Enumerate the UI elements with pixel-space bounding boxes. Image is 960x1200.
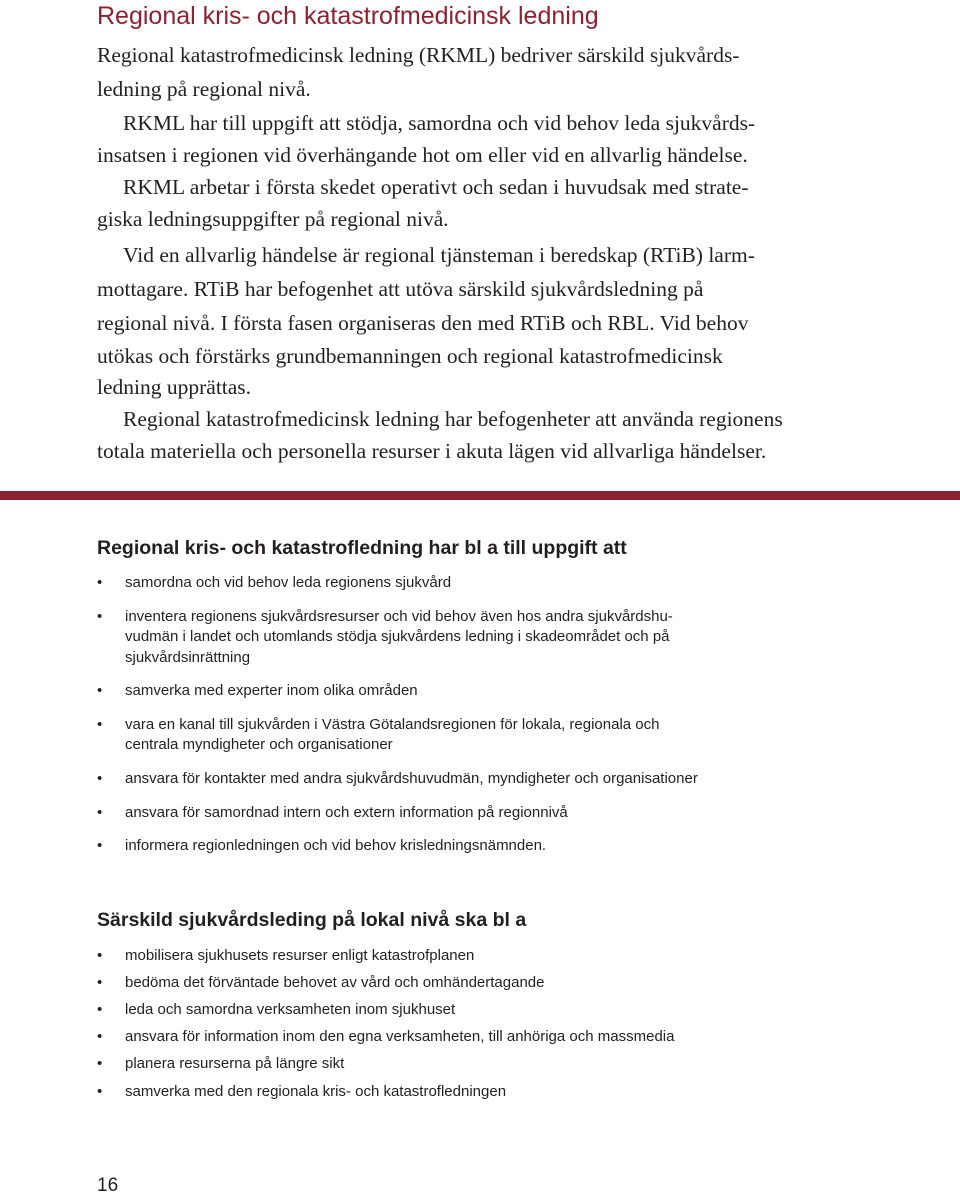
paragraph-line: mottagare. RTiB har befogenhet att utöva särskild sjukvårdsledning på [97, 277, 704, 301]
list-item: ansvara för kontakter med andra sjukvårdshuvudmän, myndigheter och organisationer [125, 770, 698, 787]
list-item: samordna och vid behov leda regionens sjukvård [125, 574, 452, 591]
list-item: samverka med experter inom olika områden [125, 682, 418, 699]
paragraph-line: regional nivå. I första fasen organiseras den med RTiB och RBL. Vid behov [97, 311, 749, 335]
list-item: inventera regionens sjukvårdsresurser och vid behov även hos andra sjukvårdshu- [125, 608, 673, 625]
paragraph-line: Regional katastrofmedicinsk ledning har befogenheter att använda regionens [123, 407, 783, 431]
paragraph-line: RKML arbetar i första skedet operativt och sedan i huvudsak med strate- [123, 175, 749, 199]
paragraph-line: giska ledningsuppgifter på regional nivå. [97, 207, 449, 231]
page-title: Regional kris- och katastrofmedicinsk ledning [97, 2, 599, 30]
section-divider [0, 491, 960, 500]
list-item: samverka med den regionala kris- och katastrofledningen [125, 1083, 507, 1100]
paragraph-line: totala materiella och personella resurser i akuta lägen vid allvarliga händelser. [97, 439, 767, 463]
list-item: ansvara för information inom den egna verksamheten, till anhöriga och massmedia [125, 1028, 675, 1045]
list-item: leda och samordna verksamheten inom sjukhuset [125, 1001, 456, 1018]
list-item: informera regionledningen och vid behov krisledningsnämnden. [125, 837, 547, 854]
list-item: mobilisera sjukhusets resurser enligt katastrofplanen [125, 947, 475, 964]
page-number: 16 [97, 1175, 119, 1196]
paragraph-line: ledning upprättas. [97, 375, 252, 399]
paragraph-line: Vid en allvarlig händelse är regional tjänsteman i beredskap (RTiB) larm- [123, 243, 755, 267]
bullet-icon: • [97, 682, 103, 699]
paragraph-line: Regional katastrofmedicinsk ledning (RKML) bedriver särskild sjukvårds- [97, 43, 740, 67]
paragraph-line: RKML har till uppgift att stödja, samordna och vid behov leda sjukvårds- [123, 111, 756, 135]
bullet-icon: • [97, 1001, 103, 1018]
list-item: sjukvårdsinrättning [125, 649, 251, 666]
bullet-icon: • [97, 947, 103, 964]
bullet-icon: • [97, 608, 103, 625]
bullet-icon: • [97, 716, 103, 733]
section1-heading: Regional kris- och katastrofledning har bl a till uppgift att [97, 537, 627, 559]
paragraph-line: insatsen i regionen vid överhängande hot om eller vid en allvarlig händelse. [97, 143, 748, 167]
section2-heading: Särskild sjukvårdsleding på lokal nivå ska bl a [97, 909, 527, 931]
list-item: vudmän i landet och utomlands stödja sjukvårdens ledning i skadeområdet och på [125, 628, 670, 645]
list-item: ansvara för samordnad intern och extern information på regionnivå [125, 804, 568, 821]
bullet-icon: • [97, 574, 103, 591]
bullet-icon: • [97, 770, 103, 787]
bullet-icon: • [97, 837, 103, 854]
list-item: centrala myndigheter och organisationer [125, 736, 393, 753]
bullet-icon: • [97, 1055, 103, 1072]
bullet-icon: • [97, 974, 103, 991]
paragraph-line: ledning på regional nivå. [97, 77, 311, 101]
bullet-icon: • [97, 1028, 103, 1045]
paragraph-line: utökas och förstärks grundbemanningen och regional katastrofmedicinsk [97, 344, 723, 368]
list-item: vara en kanal till sjukvården i Västra Götalandsregionen för lokala, regionala och [125, 716, 660, 733]
list-item: planera resurserna på längre sikt [125, 1055, 345, 1072]
list-item: bedöma det förväntade behovet av vård och omhändertagande [125, 974, 545, 991]
bullet-icon: • [97, 1083, 103, 1100]
bullet-icon: • [97, 804, 103, 821]
